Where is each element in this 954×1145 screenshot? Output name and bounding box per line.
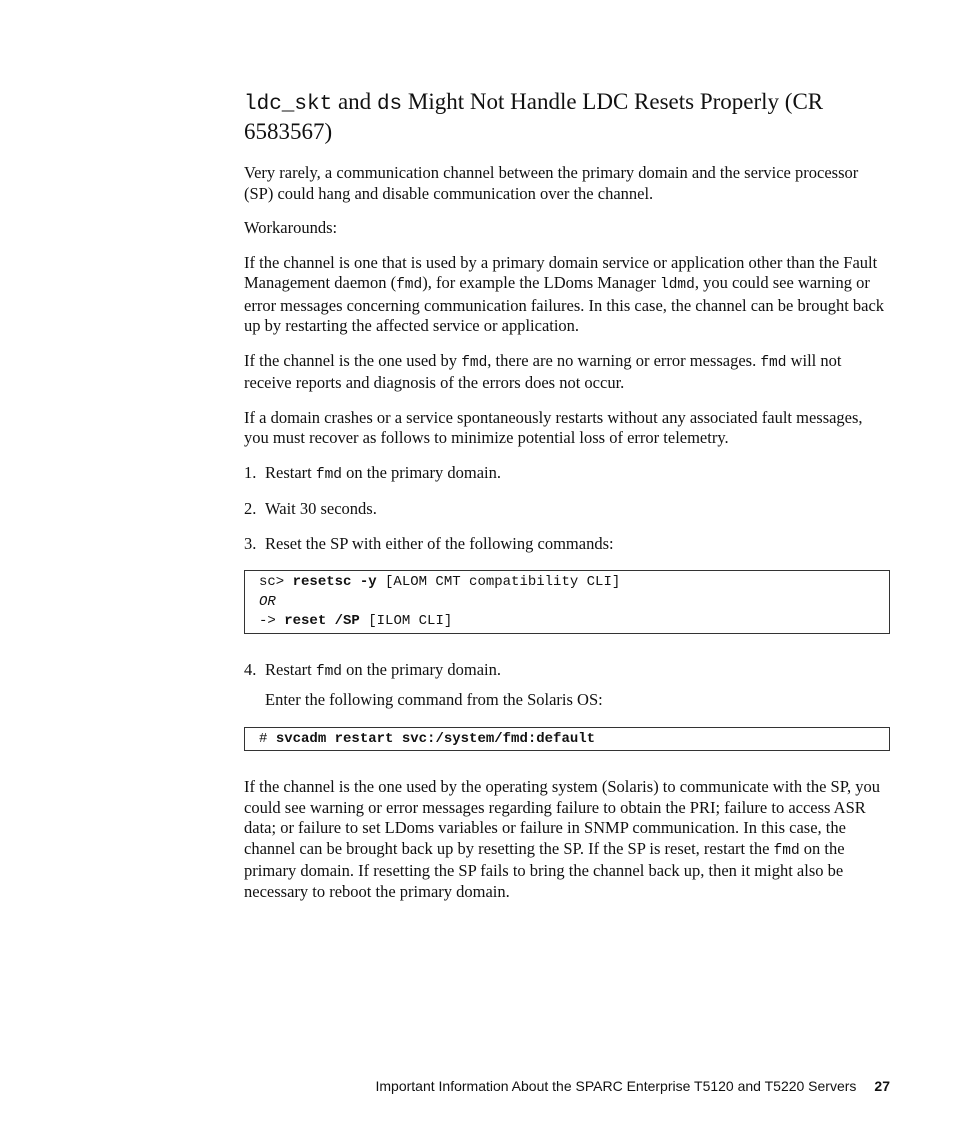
workarounds-label: Workarounds: [244,218,338,237]
inline-code: fmd [315,466,342,483]
footer-title: Important Information About the SPARC Enterprise T5120 and T5220 Servers [375,1078,857,1094]
heading-code-ds: ds [376,93,403,116]
inline-code: fmd [396,277,423,293]
paragraph-domain-crash: If a domain crashes or a service spontaneously restarts without any associated fault messages, you must recover as follows to minimize potential loss of error telemetry. [244,407,863,447]
step-number: 3. [244,533,257,553]
paragraph-service-channel: If the channel is one that is used by a primary domain service or application other than the Fault Management daemon (fmd), for example the LDoms Manager ldmd, you could see warning or error messages concerning communication failures. In this case, the channel can be brought back up by restarting the affected service or application. [244,252,885,335]
step-text: Reset the SP with either of the following commands: [265,533,614,553]
inline-code: fmd [315,663,342,680]
command-text: resetsc -y [292,574,377,590]
step-number: 2. [244,499,257,518]
command-text: svcadm restart svc:/system/fmd:default [275,730,596,747]
heading-text: Might Not Handle LDC Resets Properly (CR 6583567) [244,89,824,144]
step-item [244,660,890,683]
code-block-svcadm: # svcadm restart svc:/system/fmd:default [244,727,890,752]
step-item [244,463,890,486]
code-or-separator: OR [259,593,276,610]
step-item [244,499,890,520]
step-text: Wait 30 seconds. [265,499,377,518]
intro-paragraph: Very rarely, a communication channel between the primary domain and the service processor (SP) could hang and disable communication over the channel. [244,163,859,203]
step-text: Restart fmd on the primary domain. [265,659,501,680]
page-content [244,88,890,916]
inline-code: fmd [461,354,488,371]
inline-code: fmd [773,842,800,859]
step-sub-text: Enter the following command from the Solaris OS: [265,690,603,709]
heading-code-ldc-skt: ldc_skt [244,93,333,116]
inline-code: ldmd [660,277,695,293]
step-item [244,534,890,555]
step-number: 4. [244,659,257,679]
paragraph-fmd-channel: If the channel is the one used by fmd, there are no warning or error messages. fmd will not receive reports and diagnosis of the errors does not occur. [244,350,842,392]
code-block-reset-sp: sc> resetsc -y [ALOM CMT compatibility CLI] OR -> reset /SP [ILOM CLI] [244,570,890,634]
inline-code: fmd [760,354,787,371]
paragraph-os-channel: If the channel is the one used by the operating system (Solaris) to communicate with the SP, you could see warning or error messages regarding failure to obtain the PRI; failure to access ASR data; or failure to set LDoms variables or failure in SNMP communication. In this case, the channel can be brought back up by resetting the SP. If the SP is reset, restart the fmd on the primary domain. If resetting the SP fails to bring the channel back up, then it might also be necessary to reboot the primary domain. [244,777,881,901]
heading-text: and [332,89,377,114]
step-text: Restart fmd on the primary domain. [265,462,501,483]
command-text: reset /SP [284,613,360,629]
step-number: 1. [244,462,257,482]
section-heading [244,88,890,145]
page-footer [0,1078,890,1094]
page-number: 27 [874,1078,890,1094]
